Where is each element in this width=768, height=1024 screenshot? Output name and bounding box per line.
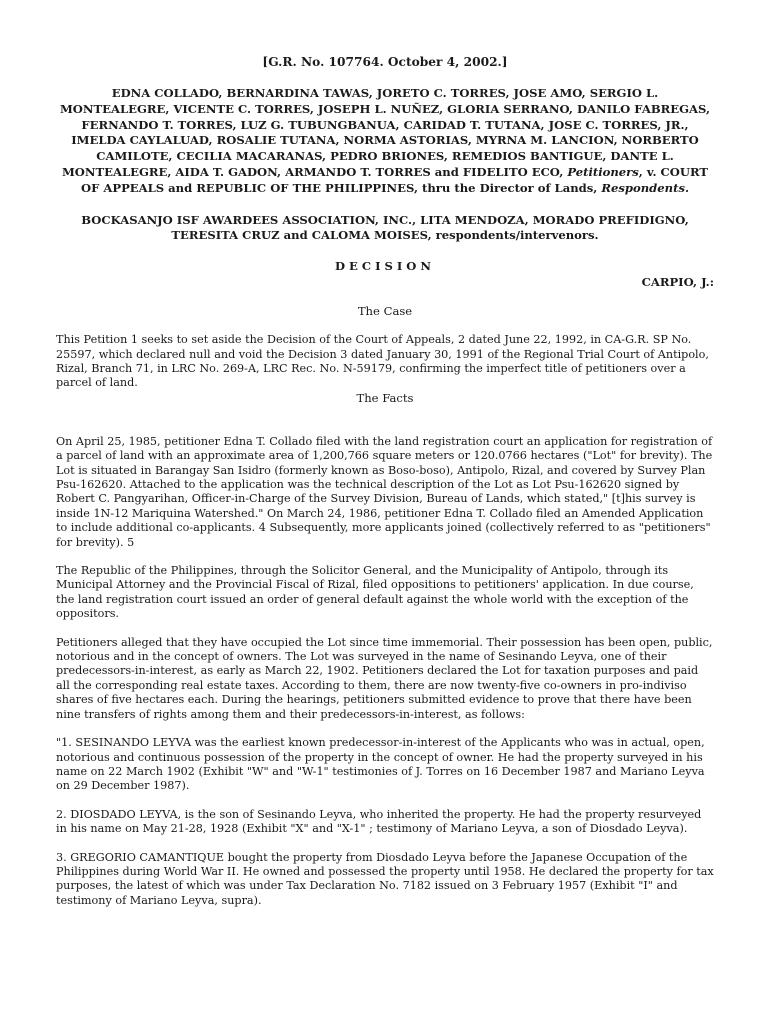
- petitioners-label: Petitioners: [567, 164, 639, 179]
- document-page: [56, 54, 714, 922]
- decision-title: DECISION: [334, 259, 436, 274]
- heading-the-facts: The Facts: [356, 390, 414, 405]
- facts-paragraph-2: The Republic of the Philippines, through the Solicitor General, and the Municipality of Antipolo, through its Municipal Attorney and the Provincial Fiscal of Rizal, filed oppositions to petitioners' application. In due course, the land registration court issued an order of general default against the whole world with the exception of the oppositors.: [56, 564, 694, 621]
- heading-the-case: The Case: [357, 304, 413, 319]
- respondents-label: Respondents.: [601, 180, 690, 195]
- transfer-item-2: 2. DIOSDADO LEYVA, is the son of Sesinando Leyva, who inherited the property. He had the property resurveyed in his name on May 21-28, 1928 (Exhibit "X" and "X-1" ; testimony of Mariano Leyva, a son of Diosdado Leyva).: [56, 807, 702, 836]
- transfer-item-1: "1. SESINANDO LEYVA was the earliest known predecessor-in-interest of the Applicants who was in actual, open, notorious and continuous possession of the property in the concept of owner. He had the property surveyed in his name on 22 March 1902 (Exhibit "W" and "W-1" testimonies of J. Torres on 16 December 1987 and Mariano Leyva on 29 December 1987).: [56, 736, 705, 793]
- ponente: CARPIO, J.:: [641, 275, 714, 290]
- intervenors: BOCKASANJO ISF AWARDEES ASSOCIATION, INC., LITA MENDOZA, MORADO PREFIDIGNO, TERESITA CRUZ and CALOMA MOISES, respondents/intervenors.: [81, 212, 689, 243]
- versus-respondents: , v. COURT OF APPEALS and REPUBLIC OF THE PHILIPPINES, thru the Director of Lands,: [80, 164, 709, 195]
- transfer-item-3: 3. GREGORIO CAMANTIQUE bought the property from Diosdado Leyva before the Japanese Occupation of the Philippines during World War II. He owned and possessed the property until 1958. He declared the property for tax purposes, the latest of which was under Tax Declaration No. 7182 issued on 3 February 1957 (Exhibit "I" and testimony of Mariano Leyva, supra).: [56, 850, 714, 907]
- petitioners-names: EDNA COLLADO, BERNARDINA TAWAS, JORETO C. TORRES, JOSE AMO, SERGIO L. MONTEALEGRE, VICENTE C. TORRES, JOSEPH L. NUÑEZ, GLORIA SERRANO, DANILO FABREGAS, FERNANDO T. TORRES, LUZ G. TUBUNGBANUA, CARIDAD T. TUTANA, JOSE C. TORRES, JR., IMELDA CAYLALUAD, ROSALIE TUTANA, NORMA ASTORIAS, MYRNA M. LANCION, NORBERTO CAMILOTE, CECILIA MACARANAS, PEDRO BRIONES, REMEDIOS BANTIGUE, DANTE L. MONTEALEGRE, AIDA T. GADON, ARMANDO T. TORRES and FIDELITO ECO,: [59, 86, 711, 179]
- facts-paragraph-3: Petitioners alleged that they have occupied the Lot since time immemorial. Their possession has been open, public, notorious and in the concept of owners. The Lot was surveyed in the name of Sesinando Leyva, one of their predecessors-in-interest, as early as March 22, 1902. Petitioners declared the Lot for taxation purposes and paid all the corresponding real estate taxes. According to them, there are now twenty-five co-owners in pro-indiviso shares of five hectares each. During the hearings, petitioners submitted evidence to prove that there have been nine transfers of rights among them and their predecessors-in-interest, as follows:: [56, 635, 713, 721]
- case-parties: [56, 86, 714, 197]
- facts-paragraph-1: On April 25, 1985, petitioner Edna T. Collado filed with the land registration court an application for registration of a parcel of land with an approximate area of 1,200,766 square meters or 120.0766 hectares ("Lot" for brevity). The Lot is situated in Barangay San Isidro (formerly known as Boso-boso), Antipolo, Rizal, and covered by Survey Plan Psu-162620. Attached to the application was the technical description of the Lot as Lot Psu-162620 signed by Robert C. Pangyarihan, Officer-in-Charge of the Survey Division, Bureau of Lands, which stated," [t]his survey is inside 1N-12 Mariquina Watershed." On March 24, 1986, petitioner Edna T. Collado filed an Amended Application to include additional co-applicants. 4 Subsequently, more applicants joined (collectively referred to as "petitioners" for brevity). 5: [56, 434, 713, 549]
- case-paragraph: This Petition 1 seeks to set aside the Decision of the Court of Appeals, 2 dated June 22, 1992, in CA-G.R. SP No. 25597, which declared null and void the Decision 3 dated January 30, 1991 of the Regional Trial Court of Antipolo, Rizal, Branch 71, in LRC No. 269-A, LRC Rec. No. N-59179, confirming the imperfect title of petitioners over a parcel of land.: [56, 333, 709, 390]
- case-number: [G.R. No. 107764. October 4, 2002.]: [262, 55, 508, 69]
